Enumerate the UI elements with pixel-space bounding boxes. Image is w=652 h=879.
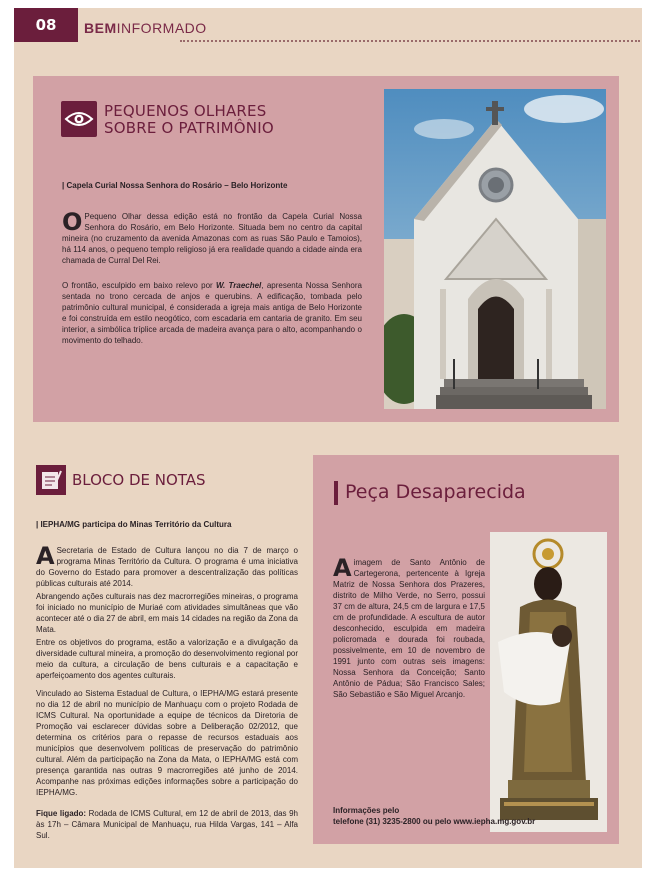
- section-title-line2: SOBRE O PATRIMÔNIO: [104, 119, 274, 137]
- notes-paragraph-4: Vinculado ao Sistema Estadual de Cultura, o IEPHA/MG estará presente no dia 12 de abril no município de Manhuaçu com o projeto Rodada de ICMS Cultural. Na oportunidade a equipe de técnicos da Diretoria de Promoção vai esclarecer dúvidas sobre a Deliberação 02/2012, que determina os critérios para o repasse de recursos estaduais aos municípios que desenvolvem políticas de preservação do patrimônio cultural. Além da participação na Zona da Mata, o IEPHA/MG está com presença garantida nas outras 9 macrorregiões até junho de 2014. Acompanhe nas próximas edições informações sobre a participação do IEPHA/MG.: [36, 689, 298, 797]
- page-number: 08: [14, 8, 78, 42]
- info-line-2: telefone (31) 3235-2800 ou pelo www.iepha.mg.gov.br: [333, 817, 536, 826]
- missing-paragraph: [333, 554, 485, 700]
- contact-info: [333, 805, 535, 827]
- missing-piece-title: Peça Desaparecida: [345, 481, 526, 503]
- section-title-notes: BLOCO DE NOTAS: [72, 471, 206, 489]
- title-accent-bar: [334, 481, 338, 505]
- notes-paragraph-5: [36, 808, 298, 841]
- dropcap: A: [333, 554, 352, 582]
- feature-paragraph-2: [62, 280, 362, 346]
- dropcap: A: [36, 542, 55, 570]
- p2-author: W. Traechel: [216, 281, 262, 290]
- feature-kicker: | Capela Curial Nossa Senhora do Rosário – Belo Horizonte: [62, 181, 288, 190]
- notes-p1-text: Secretaria de Estado de Cultura lançou no dia 7 de março o programa Minas Território da Cultura. O programa é uma iniciativa do Governo do Estado para promover a descentralização das políticas públicas culturais até 2014.: [36, 546, 298, 588]
- notes-paragraph-2: Abrangendo ações culturais nas dez macrorregiões mineiras, o programa foi iniciado no município de Muriaé com atividades simultâneas que vão acontecer até o dia 27 de abril, em mais 14 cidades na região da Zona da Mata.: [36, 592, 298, 634]
- church-photo: [384, 89, 606, 409]
- publication-brand: [84, 20, 207, 36]
- notes-paragraph-3: Entre os objetivos do programa, estão a valorização e a divulgação da diversidade cultural mineira, a promoção do desenvolvimento regional por meio da cultura, a circulação de bens culturais e a capacitação e aperfeiçoamento dos agentes culturais.: [36, 638, 298, 680]
- brand-bold: BEM: [84, 20, 117, 36]
- header-divider: [180, 40, 640, 42]
- eye-icon: [61, 101, 97, 137]
- p2-before: O frontão, esculpido em baixo relevo por: [62, 281, 217, 290]
- notes-paragraph-1: [36, 542, 298, 589]
- info-line-1: Informações pelo: [333, 806, 400, 815]
- missing-p1-text: imagem de Santo Antônio de Cartegerona, pertencente à Igreja Matriz de Nossa Senhora dos Prazeres, distrito de Milho Verde, no Serro, possui 37 cm de altura, 24,5 cm de largura e 17,5 cm de profundidade. A escultura de autor desconhecido, esculpida em madeira policromada e dourada foi roubada, possivelmente, em 10 de novembro de 1991 junto com outras seis imagens: Nossa Senhora da Conceição; Santo Antônio de Pádua; São Francisco Sales; São Sebastião e São Miguel Arcanjo.: [333, 558, 485, 699]
- notepad-icon: [36, 465, 66, 495]
- saint-statue-photo: [490, 532, 607, 832]
- section-title-line1: PEQUENOS OLHARES: [104, 102, 267, 120]
- dropcap: O: [62, 208, 83, 236]
- feature-paragraph-1: [62, 208, 362, 266]
- notes-p5-label: Fique ligado:: [36, 809, 87, 818]
- notes-p5-text: Rodada de ICMS Cultural, em 12 de abril de 2013, das 9h às 17h – Câmara Municipal de Manhuaçu, rua Hilda Vargas, 141 – Alfa Sul.: [36, 809, 298, 840]
- feature-p1-text: Pequeno Olhar dessa edição está no frontão da Capela Curial Nossa Senhora do Rosário, em Belo Horizonte. Situada bem no centro da capital mineira (no cruzamento da avenida Amazonas com as ruas São Paulo e Tamoios), há 114 anos, o pequeno templo religioso já era realidade quando a cidade ainda era chamada de Curral Del Rei.: [62, 212, 362, 265]
- section-title-patrimonio: [104, 103, 274, 137]
- brand-rest: INFORMADO: [116, 20, 207, 36]
- p2-after: , apresenta Nossa Senhora sentada no trono cercada de anjos e querubins. A edificação, tombada pelo patrimônio cultural municipal, é considerada a igreja mais antiga de Belo Horizonte e foi construída em estilo neogótico, com escadaria em cantaria de granito. Em seu interior, a simbólica tríplice arcada de madeira avança para o alto, acompanhando o movimento do telhado.: [62, 281, 362, 345]
- notes-kicker: | IEPHA/MG participa do Minas Território da Cultura: [36, 520, 232, 529]
